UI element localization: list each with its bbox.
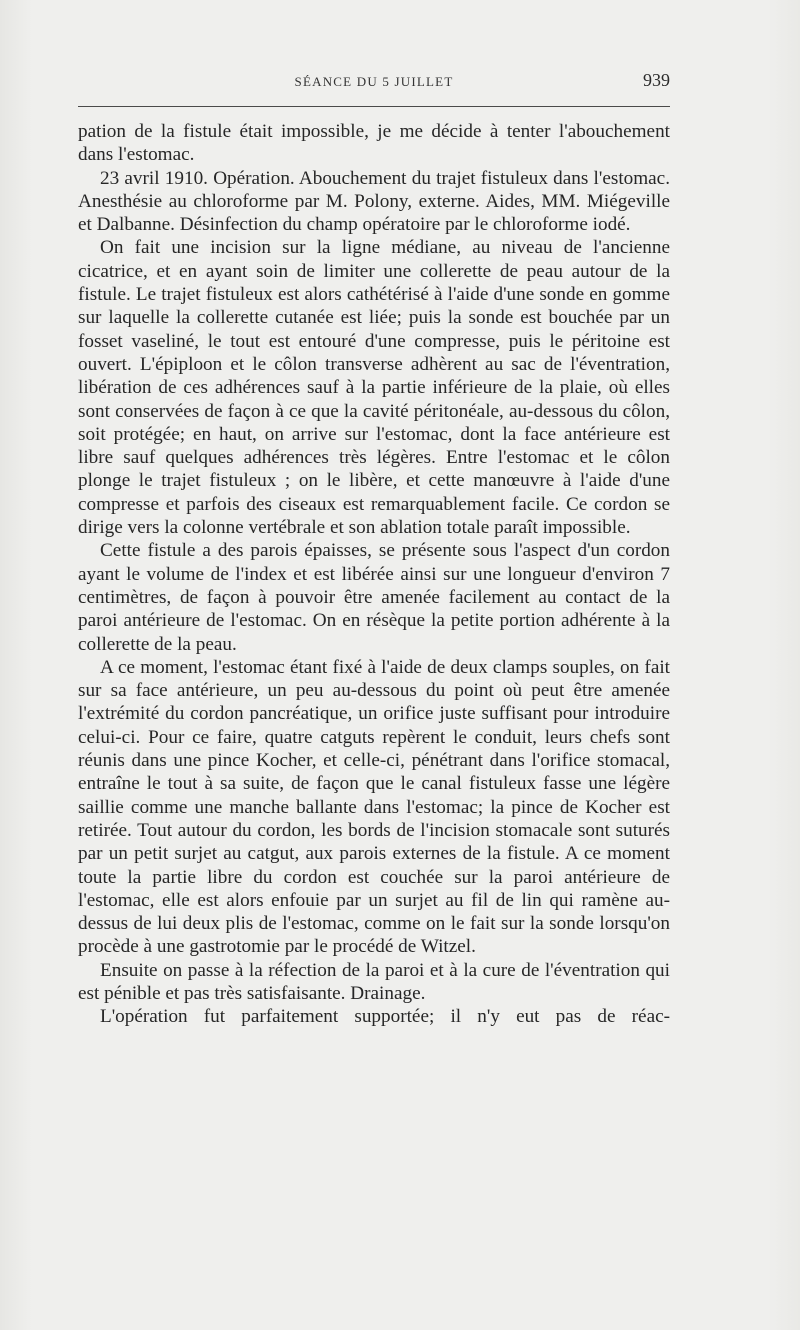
running-head: SÉANCE DU 5 JUILLET [294, 74, 454, 89]
paragraph-5: A ce moment, l'estomac étant fixé à l'aide de deux clamps souples, on fait sur sa face antérieure, un peu au-dessous du point où peut être amenée l'extrémité du cordon pancréatique, un orifice juste suffisant pour introduire celui-ci. Pour ce faire, quatre catguts repèrent le conduit, leurs chefs sont réunis dans une pince Kocher, et celle-ci, pénétrant dans l'orifice stomacal, entraîne le tout à sa suite, de façon que le canal fistuleux fasse une légère saillie comme une manche ballante dans l'estomac; la pince de Kocher est retirée. Tout autour du cordon, les bords de l'incision stomacale sont suturés par un petit surjet au catgut, aux parois externes de la fistule. A ce moment toute la partie libre du cordon est couchée sur la paroi antérieure de l'estomac, elle est alors enfouie par un surjet au fil de lin qui ramène au-dessus de lui deux plis de l'estomac, comme on le fait sur la sonde lorsqu'on procède à une gastrotomie par le procédé de Witzel. [78, 656, 670, 958]
page-number: 939 [643, 70, 670, 90]
paragraph-1: pation de la fistule était impossible, je me décide à tenter l'abouchement dans l'estomac. [78, 121, 670, 166]
paragraph-7: L'opération fut parfaitement supportée; il n'y eut pas de réac- [100, 1006, 670, 1028]
paragraph-3: On fait une incision sur la ligne médiane, au niveau de l'ancienne cicatrice, et en ayant soin de limiter une collerette de peau autour de la fistule. Le trajet fistuleux est alors cathétérisé à l'aide d'une sonde en gomme sur laquelle la collerette cutanée est liée; puis la sonde est bouchée par un fosset vaseliné, le tout est entouré d'une compresse, puis le péritoine est ouvert. L'épiploon et le côlon transverse adhèrent au sac de l'éventration, libération de ces adhérences sauf à la partie inférieure de la plaie, où elles sont conservées de façon à ce que la cavité péritonéale, au-dessous du côlon, soit protégée; en haut, on arrive sur l'estomac, dont la face antérieure est libre sauf quelques adhérences très légères. Entre l'estomac et le côlon plonge le trajet fistuleux ; on le libère, et cette manœuvre à l'aide d'une compresse et parfois des ciseaux est remarquablement facile. Ce cordon se dirige vers la colonne vertébrale et son ablation totale paraît impossible. [78, 237, 670, 539]
paragraph-6: Ensuite on passe à la réfection de la paroi et à la cure de l'éventration qui est pénible et pas très satisfaisante. Drainage. [78, 959, 670, 1004]
paragraph-4: Cette fistule a des parois épaisses, se présente sous l'aspect d'un cordon ayant le volume de l'index et est libérée ainsi sur une longueur d'environ 7 centimètres, de façon à pouvoir être amenée facilement au contact de la paroi antérieure de l'estomac. On en résèque la petite portion adhérente à la collerette de la peau. [78, 540, 670, 655]
page-header [78, 70, 670, 96]
body-text [78, 120, 670, 1029]
paragraph-2: 23 avril 1910. Opération. Abouchement du trajet fistuleux dans l'estomac. Anesthésie au chloroforme par M. Polony, externe. Aides, MM. Miégeville et Dalbanne. Désinfection du champ opératoire par le chloroforme iodé. [78, 167, 670, 236]
header-rule [78, 106, 670, 107]
